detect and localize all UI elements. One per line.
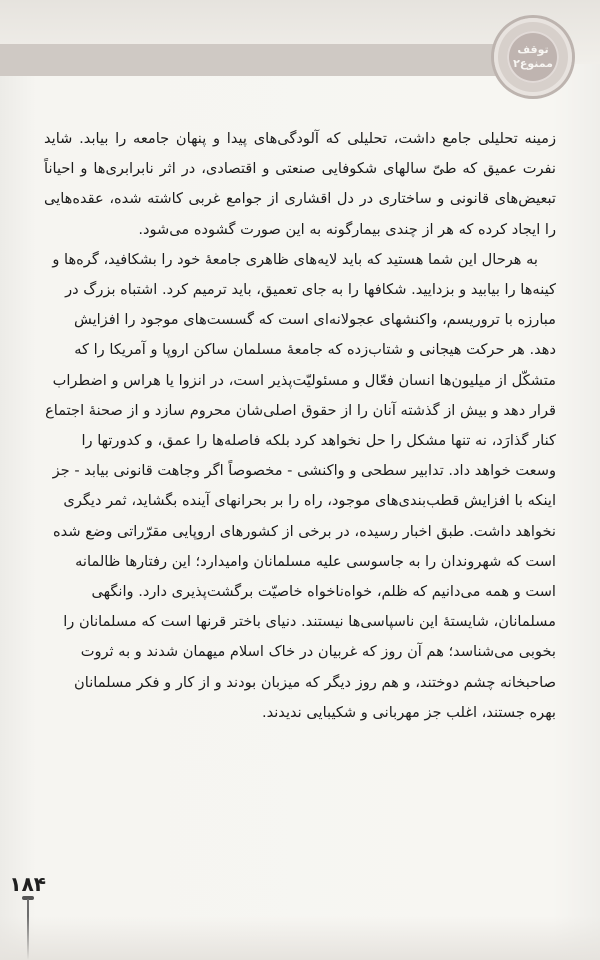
series-badge-inner bbox=[507, 31, 559, 83]
series-badge-line-1: توقف bbox=[517, 43, 549, 56]
paragraph-1: زمینه تحلیلی جامع داشت، تحلیلی که آلودگی‌های پیدا و پنهان جامعه را بیابد. شاید نفرت عمیق که طیّ سالهای شکوفایی صنعتی و اقتصادی، در اثر نابرابری‌ها و احیاناً تبعیض‌های قانونی و ساختاری در دل اقشاری از جوامع غربی کاشته شده، عقده‌هایی را ایجاد کرده که هر از چندی بیمارگونه به این صورت گشوده می‌شود. bbox=[44, 130, 556, 238]
series-badge bbox=[494, 18, 572, 96]
body-text bbox=[44, 124, 556, 728]
paragraph-2: به هرحال این شما هستید که باید لایه‌های ظاهری جامعهٔ خود را بشکافید، گره‌ها و کینه‌ها را بیابید و بزدایید. شکافها را به جای تعمیق، باید ترمیم کرد. اشتباه بزرگ در مبارزه با تروریسم، واکنشهای عجولانه‌ای است که گسست‌های موجود را افزایش دهد. هر حرکت هیجانی و شتاب‌زده که جامعهٔ مسلمان ساکن اروپا و آمریکا را که متشکّل از میلیون‌ها انسان فعّال و مسئولیّت‌پذیر است، در انزوا یا هراس و اضطراب قرار دهد و بیش از گذشته آنان را از حقوق اصلی‌شان محروم سازد و از صحنهٔ اجتماع کنار گذارَد، نه تنها مشکل را حل نخواهد کرد بلکه فاصله‌ها را عمق، و کدورتها را وسعت خواهد داد. تدابیر سطحی و واکنشی - مخصوصاً اگر وجاهت قانونی بیابد - جز اینکه با افزایش قطب‌بندی‌های موجود، راه را بر بحرانهای آینده بگشاید، ثمر دیگری نخواهد داشت. طبق اخبار رسیده، در برخی از کشورهای اروپایی مقرّراتی وضع شده است که شهروندان را به جاسوسی علیه مسلمانان وامیدارد؛ این رفتارها ظالمانه است و همه می‌دانیم که ظلم، خواه‌ناخواه خاصیّت برگشت‌پذیری دارد. وانگهی مسلمانان، شایستهٔ این ناسپاسی‌ها نیستند. دنیای باختر قرنها است که مسلمانان را بخوبی می‌شناسد؛ هم آن روز که غربیان در خاک اسلام میهمان شدند و به ثروت صاحبخانه چشم دوختند، و هم روز دیگر که میزبان بودند و از کار و فکر مسلمانان بهره جستند، اغلب جز مهربانی و شکیبایی ندیدند. bbox=[45, 250, 556, 721]
page-number: ۱۸۴ bbox=[9, 872, 46, 896]
bottom-shade bbox=[0, 916, 600, 960]
series-badge-line-2: ممنوع۲ bbox=[513, 57, 553, 70]
header-rule bbox=[0, 44, 526, 76]
